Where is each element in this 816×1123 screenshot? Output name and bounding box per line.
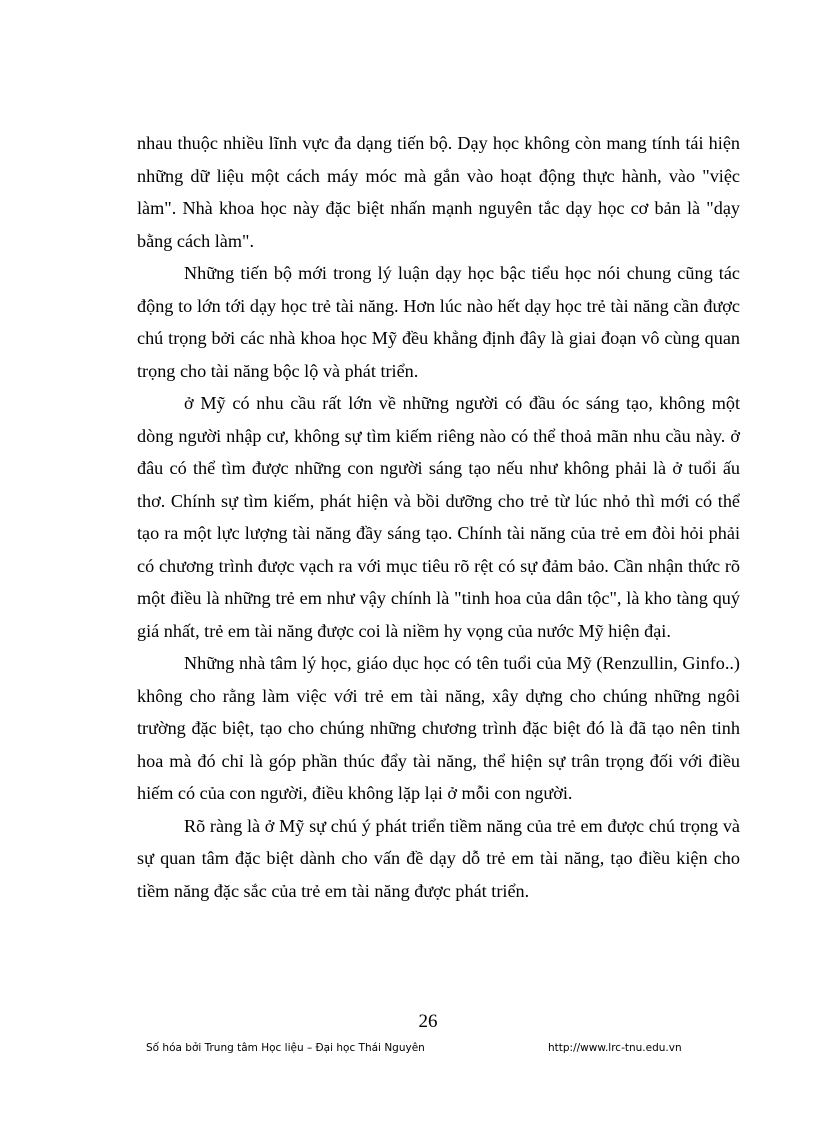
body-text [137,127,740,907]
paragraph-2: Những tiến bộ mới trong lý luận dạy học bậc tiểu học nói chung cũng tác động to lớn tới dạy học trẻ tài năng. Hơn lúc nào hết dạy học trẻ tài năng cần được chú trọng bởi các nhà khoa học Mỹ đều khẳng định đây là giai đoạn vô cùng quan trọng cho tài năng bộc lộ và phát triển. [137,263,740,381]
paragraph-5: Rõ ràng là ở Mỹ sự chú ý phát triển tiềm năng của trẻ em được chú trọng và sự quan tâm đặc biệt dành cho vấn đề dạy dỗ trẻ em tài năng, tạo điều kiện cho tiềm năng đặc sắc của trẻ em tài năng được phát triển. [137,815,740,901]
paragraph-4: Những nhà tâm lý học, giáo dục học có tên tuổi của Mỹ (Renzullin, Ginfo..) không cho rằng làm việc với trẻ em tài năng, xây dựng cho chúng những ngôi trường đặc biệt, tạo cho chúng những chương trình đặc biệt đó là đã tạo nên tinh hoa mà đó chỉ là góp phần thúc đẩy tài năng, thể hiện sự trân trọng đối với điều hiếm có của con người, điều không lặp lại ở mỗi con người. [137,653,740,803]
page-number: 26 [418,1011,438,1032]
footer-source: Số hóa bởi Trung tâm Học liệu – Đại học Thái Nguyên [146,1042,425,1054]
paragraph-3: ở Mỹ có nhu cầu rất lớn về những người có đầu óc sáng tạo, không một dòng người nhập cư, không sự tìm kiếm riêng nào có thể thoả mãn nhu cầu này. ở đâu có thể tìm được những con người sáng tạo nếu như không phải là ở tuổi ấu thơ. Chính sự tìm kiếm, phát hiện và bồi dưỡng cho trẻ từ lúc nhỏ thì mới có thể tạo ra một lực lượng tài năng đầy sáng tạo. Chính tài năng của trẻ em đòi hỏi phải có chương trình được vạch ra với mục tiêu rõ rệt có sự đảm bảo. Cần nhận thức rõ một điều là những trẻ em như vậy chính là "tinh hoa của dân tộc", là kho tàng quý giá nhất, trẻ em tài năng được coi là niềm hy vọng của nước Mỹ hiện đại. [137,393,740,641]
paragraph-1: nhau thuộc nhiều lĩnh vực đa dạng tiến bộ. Dạy học không còn mang tính tái hiện những dữ liệu một cách máy móc mà gắn vào hoạt động thực hành, vào "việc làm". Nhà khoa học này đặc biệt nhấn mạnh nguyên tắc dạy học cơ bản là "dạy bằng cách làm". [137,133,740,251]
footer-url[interactable]: http://www.lrc-tnu.edu.vn [548,1042,682,1054]
